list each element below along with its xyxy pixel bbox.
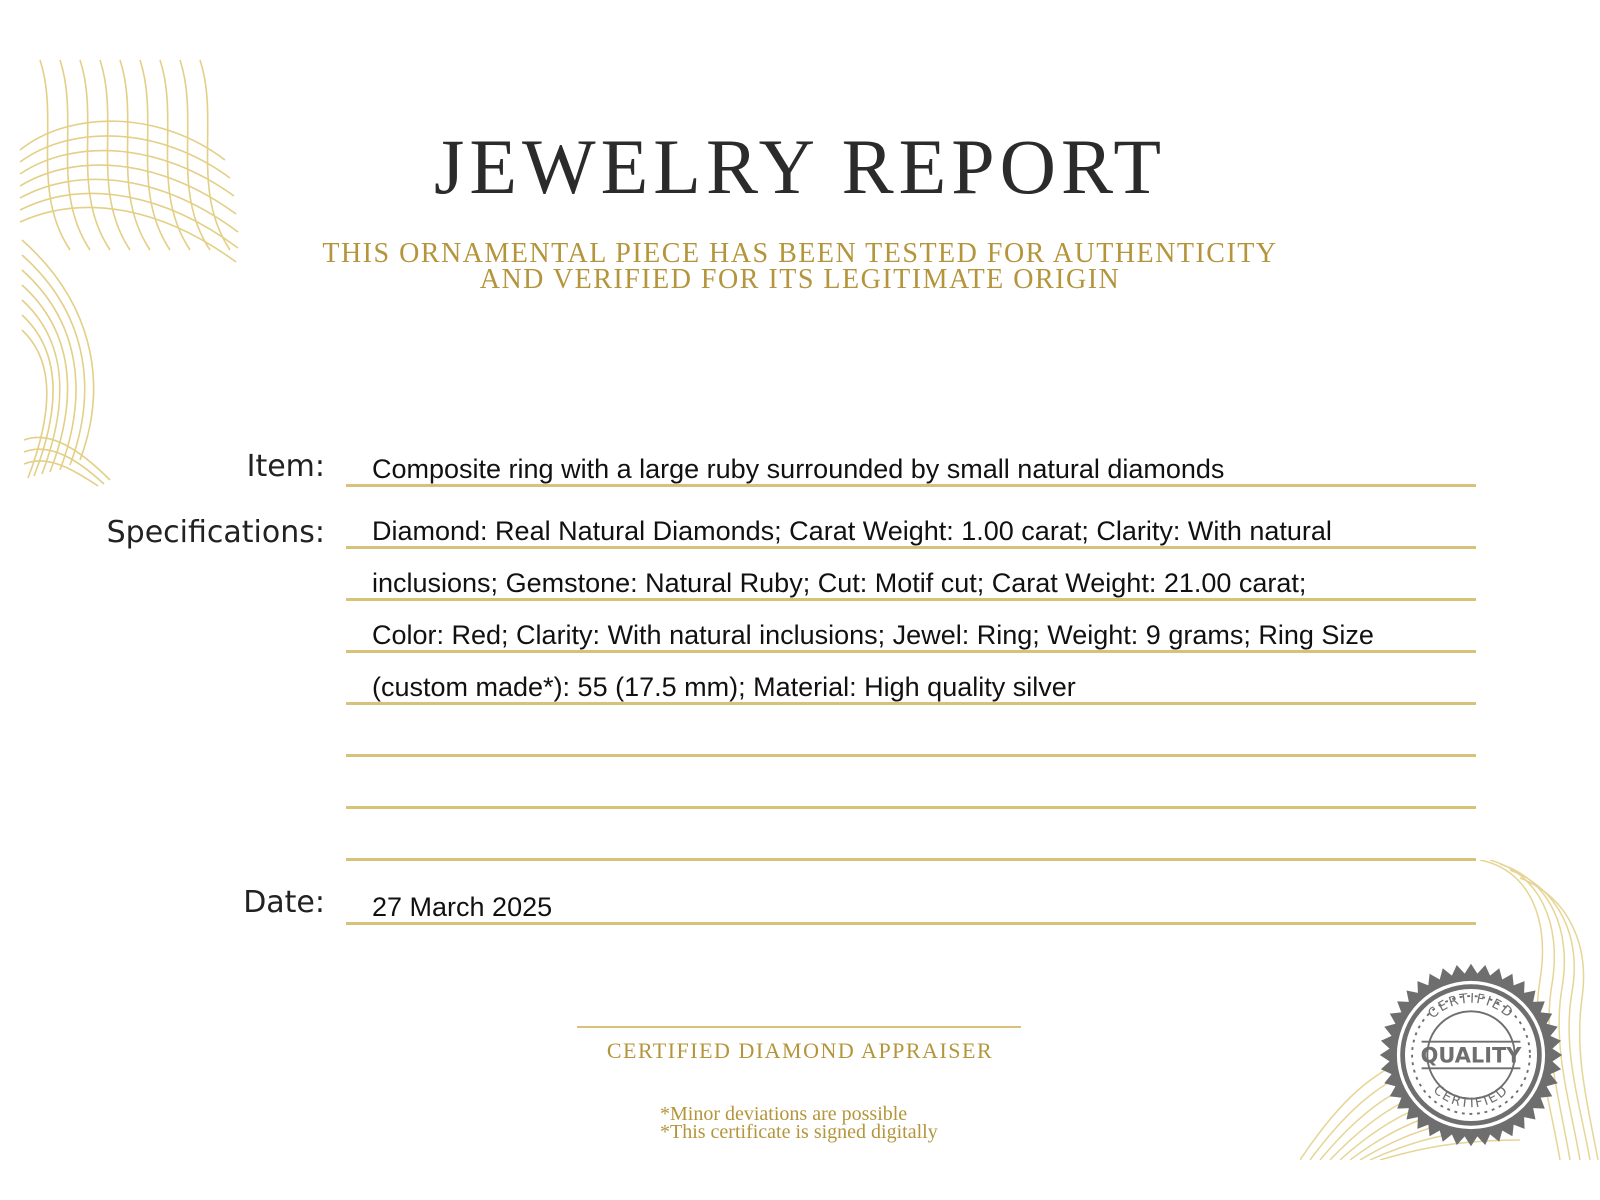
spec-line-1: Diamond: Real Natural Diamonds; Carat Weight: 1.00 carat; Clarity: With natural bbox=[372, 516, 1332, 546]
specifications-label: Specifications: bbox=[106, 515, 325, 550]
report-subtitle-line-1: THIS ORNAMENTAL PIECE HAS BEEN TESTED FOR AUTHENTICITY bbox=[322, 238, 1278, 269]
report-subtitle-line-2: AND VERIFIED FOR ITS LEGITIMATE ORIGIN bbox=[479, 264, 1121, 295]
signature-label: CERTIFIED DIAMOND APPRAISER bbox=[606, 1038, 994, 1063]
spec-line-3: Color: Red; Clarity: With natural inclusions; Jewel: Ring; Weight: 9 grams; Ring Size bbox=[372, 620, 1374, 650]
spec-rule-4 bbox=[346, 702, 1476, 705]
seal-center-text: QUALITY bbox=[1420, 1043, 1522, 1068]
spec-rule-2 bbox=[346, 598, 1476, 601]
report-title: JEWELRY REPORT bbox=[434, 123, 1166, 210]
date-value: 27 March 2025 bbox=[372, 892, 553, 922]
quality-seal-icon bbox=[1376, 960, 1566, 1150]
spec-rule-3 bbox=[346, 650, 1476, 653]
signature-line bbox=[577, 1026, 1021, 1028]
spec-rule-5 bbox=[346, 754, 1476, 757]
spec-rule-6 bbox=[346, 806, 1476, 809]
footnote-digital-signature: *This certificate is signed digitally bbox=[660, 1121, 938, 1143]
seal-top-text: CERTIFIED bbox=[1425, 991, 1517, 1023]
spec-line-2: inclusions; Gemstone: Natural Ruby; Cut: Motif cut; Carat Weight: 21.00 carat; bbox=[372, 568, 1307, 598]
footnote-deviations: *Minor deviations are possible bbox=[660, 1103, 908, 1125]
item-rule bbox=[346, 484, 1476, 487]
spec-line-4: (custom made*): 55 (17.5 mm); Material: High quality silver bbox=[372, 672, 1076, 702]
spec-rule-1 bbox=[346, 546, 1476, 549]
date-label: Date: bbox=[243, 885, 325, 920]
spec-rule-7 bbox=[346, 858, 1476, 861]
item-label: Item: bbox=[246, 449, 325, 484]
seal-bottom-text: CERTIFIED bbox=[1430, 1082, 1512, 1112]
item-value: Composite ring with a large ruby surrounded by small natural diamonds bbox=[372, 454, 1225, 484]
date-rule bbox=[346, 922, 1476, 925]
